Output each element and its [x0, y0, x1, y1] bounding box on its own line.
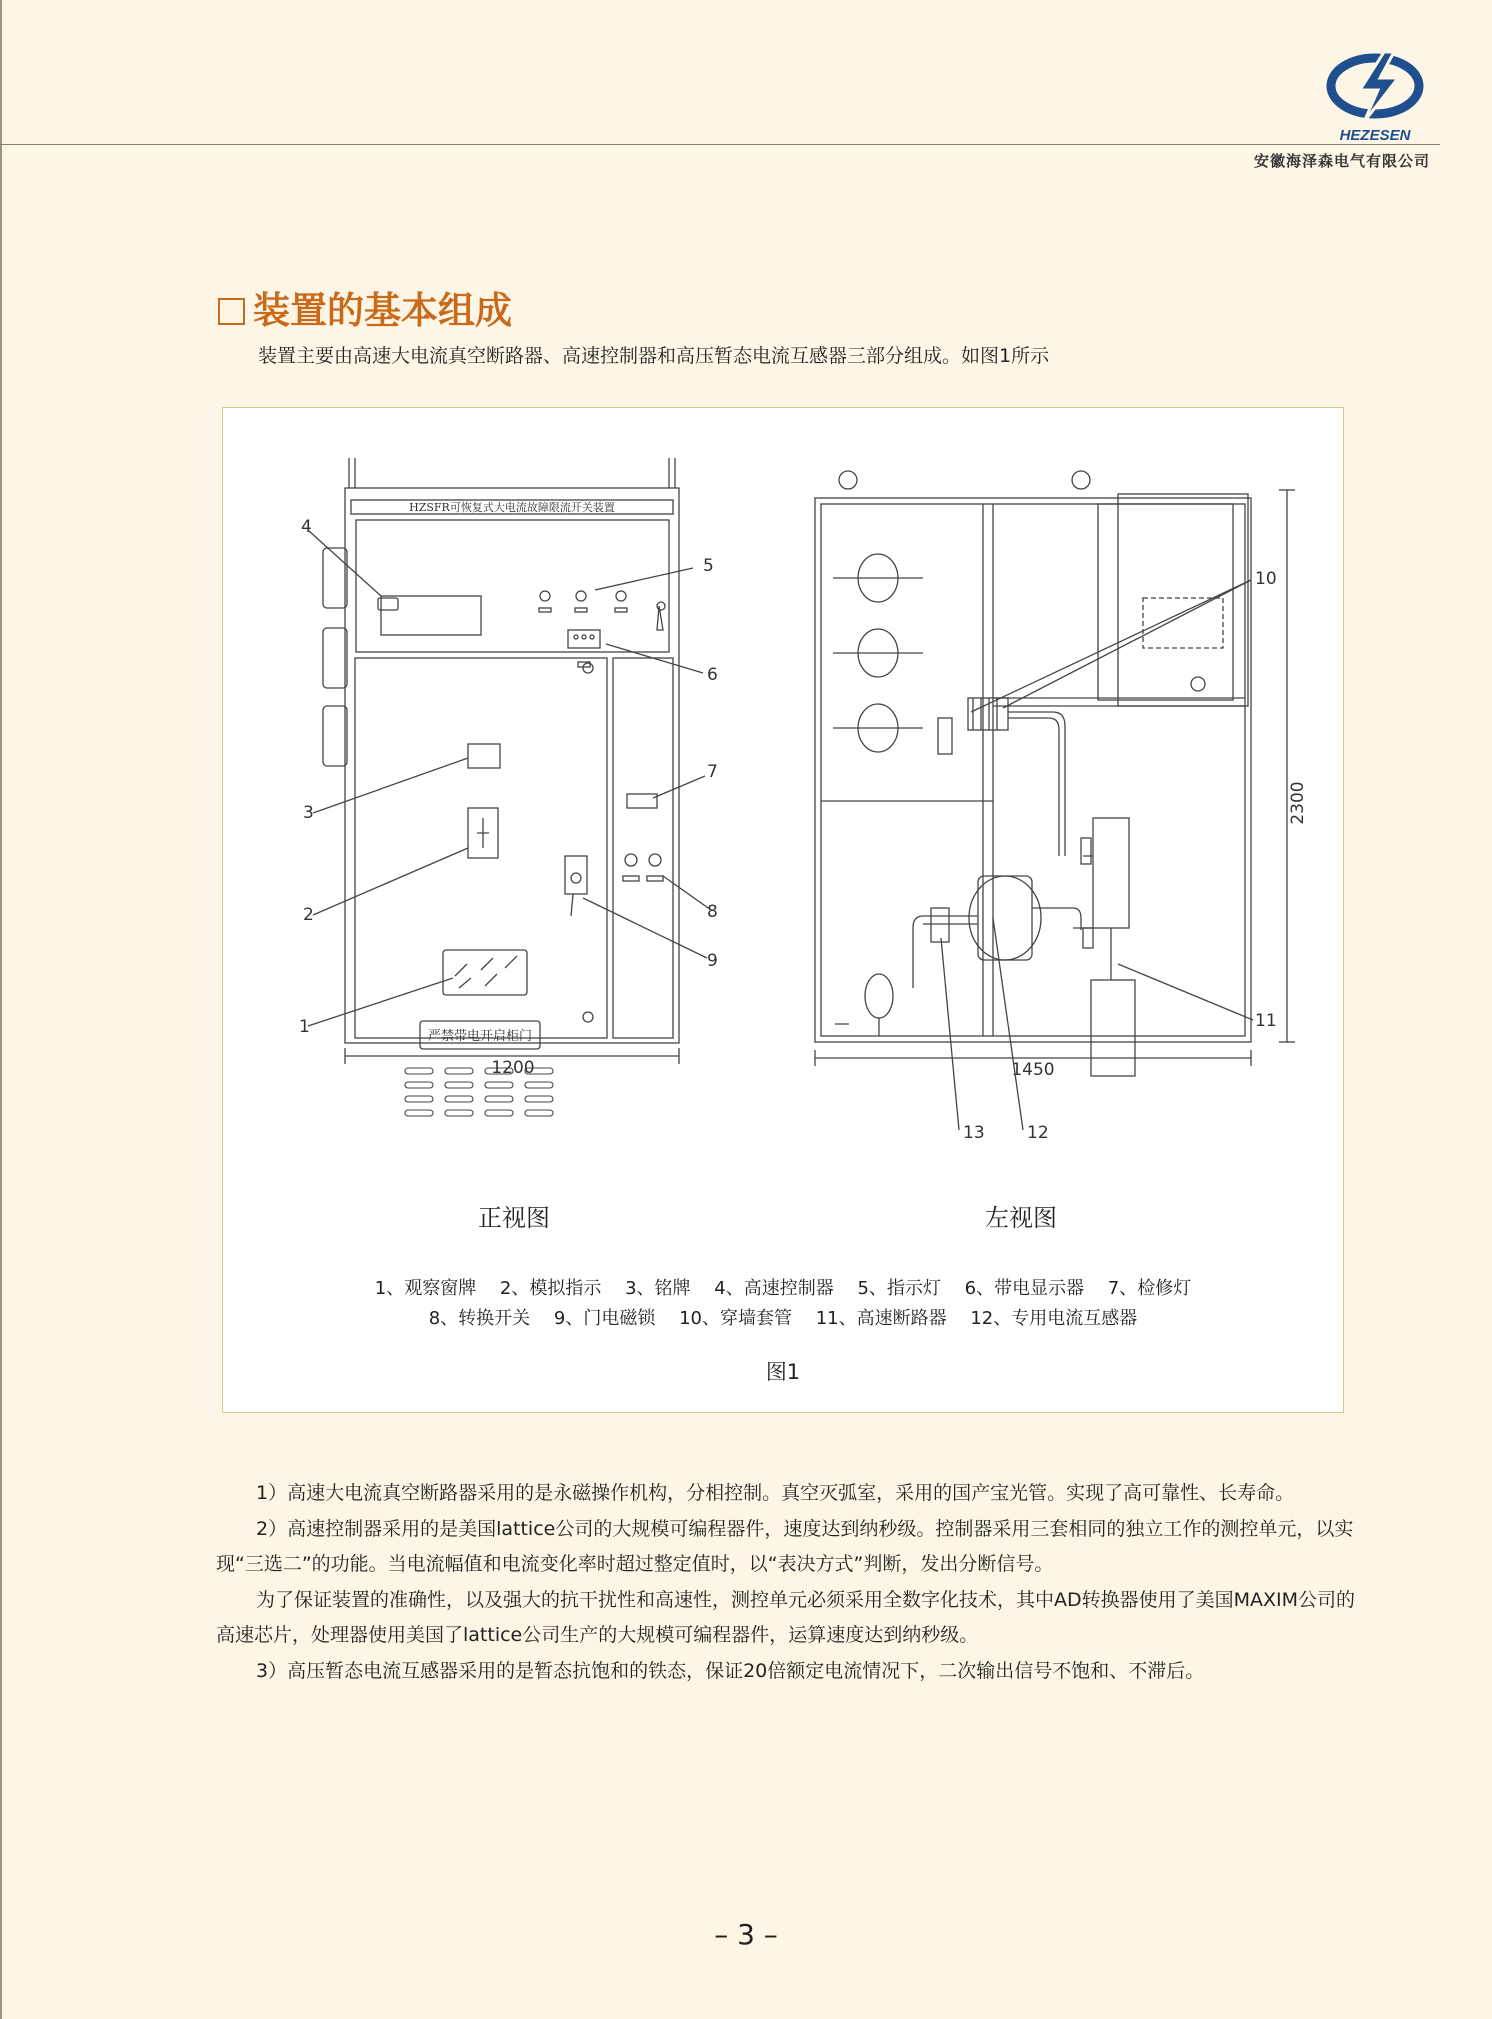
header-rule: [0, 144, 1440, 145]
side-view-caption: 左视图: [985, 1204, 1057, 1232]
page-left-edge: [0, 0, 2, 2019]
callout-3: 3: [303, 803, 314, 823]
brand-text: HEZESEN: [1339, 127, 1411, 144]
front-panel-title: HZSFR可恢复式大电流故障限流开关装置: [409, 501, 615, 514]
callout-11: 11: [1255, 1011, 1277, 1031]
section-title: [218, 280, 512, 334]
legend-line-1: 1、观察窗牌 2、模拟指示 3、铭牌 4、高速控制器 5、指示灯 6、带电显示器 7、检修灯: [374, 1278, 1192, 1299]
body-text: [216, 1476, 1356, 1689]
callout-10: 10: [1255, 569, 1277, 589]
page-number: – 3 –: [714, 1918, 778, 1951]
callout-7: 7: [707, 762, 718, 782]
paragraph-3: 为了保证装置的准确性，以及强大的抗干扰性和高速性，测控单元必须采用全数字化技术，其中AD转换器使用了美国MAXIM公司的高速芯片，处理器使用美国了lattice公司生产的大规模可编程器件，运算速度达到纳秒级。: [216, 1588, 1356, 1646]
callout-1: 1: [299, 1017, 310, 1037]
callout-6: 6: [707, 665, 718, 685]
section-title-text: 装置的基本组成: [253, 289, 512, 332]
front-view-caption: 正视图: [478, 1204, 550, 1232]
front-view-drawing: [308, 458, 711, 1116]
callout-13: 13: [963, 1123, 985, 1143]
side-width-dimension: 1450: [1011, 1060, 1055, 1080]
figure-label: 图1: [765, 1360, 801, 1384]
legend-line-2: 8、转换开关 9、门电磁锁 10、穿墙套管 11、高速断路器 12、专用电流互感器: [428, 1308, 1138, 1329]
callout-2: 2: [303, 905, 314, 925]
height-dimension: 2300: [1288, 781, 1308, 825]
hezesen-logo: [1320, 50, 1430, 146]
paragraph-2: 2）高速控制器采用的是美国lattice公司的大规模可编程器件，速度达到纳秒级。控制器采用三套相同的独立工作的测控单元，以实现“三选二”的功能。当电流幅值和电流变化率时超过整定值时，以“表决方式”判断，发出分断信号。: [216, 1517, 1354, 1575]
figure-frame: [222, 407, 1344, 1413]
callout-4: 4: [301, 517, 312, 537]
front-width-dimension: 1200: [491, 1058, 535, 1078]
cabinet-drawing: [223, 408, 1342, 1411]
front-callout-numbers: [299, 517, 718, 1037]
paragraph-1: 1）高速大电流真空断路器采用的是永磁操作机构，分相控制。真空灭弧室，采用的国产宝光管。实现了高可靠性、长寿命。: [256, 1482, 1295, 1504]
company-name: 安徽海泽森电气有限公司: [1253, 152, 1430, 170]
callout-8: 8: [707, 902, 718, 922]
side-view-drawing: [815, 471, 1308, 1130]
callout-5: 5: [703, 556, 714, 576]
side-callout-numbers: [963, 569, 1277, 1143]
callout-9: 9: [707, 951, 718, 971]
checkbox-square-icon: [218, 298, 245, 325]
paragraph-4: 3）高压暂态电流互感器采用的是暂态抗饱和的铁态，保证20倍额定电流情况下，二次输出信号不饱和、不滞后。: [256, 1659, 1205, 1682]
callout-12: 12: [1027, 1123, 1049, 1143]
section-intro: 装置主要由高速大电流真空断路器、高速控制器和高压暂态电流互感器三部分组成。如图1所示: [258, 345, 1050, 367]
warning-label: 严禁带电开启柜门: [427, 1029, 533, 1044]
